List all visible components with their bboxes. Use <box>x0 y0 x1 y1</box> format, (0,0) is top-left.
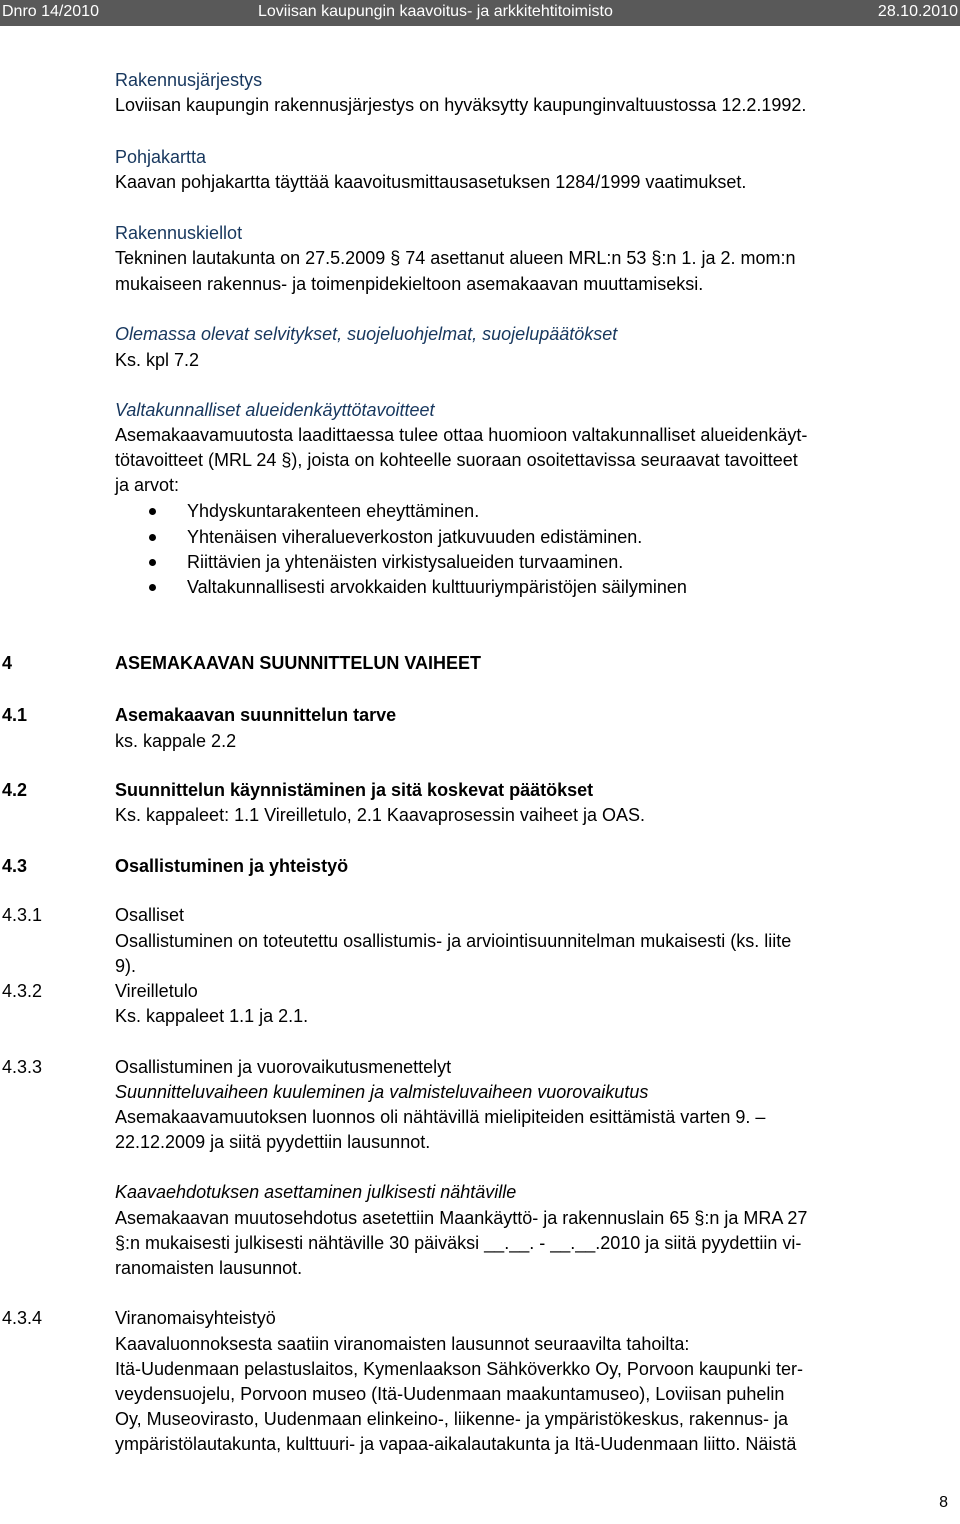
subsection-title: Viranomaisyhteistyö <box>115 1308 276 1328</box>
chapter-number: 4 <box>2 653 13 673</box>
office-name: Loviisan kaupungin kaavoitus- ja arkkitehtitoimisto <box>258 3 613 20</box>
pohjakartta-heading: Pohjakartta <box>115 147 207 167</box>
page-header <box>0 0 960 26</box>
vat-line: ja arvot: <box>115 475 180 495</box>
subsection-number: 4.3.1 <box>2 905 43 925</box>
vat-bullet-item: Yhtenäisen viheralueverkoston jatkuvuuden edistäminen. <box>187 527 643 547</box>
subsection-line: Asemakaavan muutosehdotus asetettiin Maankäyttö- ja rakennuslain 65 §:n ja MRA 27 <box>115 1208 808 1228</box>
section-number: 4.3 <box>2 856 28 876</box>
section-title: Suunnittelun käynnistäminen ja sitä koskevat päätökset <box>115 780 594 800</box>
vat-line: Asemakaavamuutosta laadittaessa tulee ottaa huomioon valtakunnalliset alueidenkäyt- <box>115 425 808 445</box>
subsection-number: 4.3.4 <box>2 1308 43 1328</box>
rakennuskiellot-line: mukaiseen rakennus- ja toimenpidekieltoon asemakaavan muuttamiseksi. <box>115 274 704 294</box>
vat-bullet-item: Yhdyskuntarakenteen eheyttäminen. <box>187 501 480 521</box>
selvitykset-text: Ks. kpl 7.2 <box>115 350 200 370</box>
subsection-line: Asemakaavamuutoksen luonnos oli nähtävillä mielipiteiden esittämistä varten 9. – <box>115 1107 766 1127</box>
subsection-line: ranomaisten lausunnot. <box>115 1258 303 1278</box>
bullet-marker <box>149 534 156 541</box>
bullet-marker <box>149 508 156 515</box>
subsection-title: Vireilletulo <box>115 981 198 1001</box>
subsection-text: Ks. kappaleet 1.1 ja 2.1. <box>115 1006 309 1026</box>
subsection-subheading: Kaavaehdotuksen asettaminen julkisesti nähtäville <box>115 1182 517 1202</box>
subsection-line: §:n mukaisesti julkisesti nähtäville 30 päiväksi __.__. - __.__.2010 ja siitä pyydettiin vi- <box>115 1233 802 1253</box>
selvitykset-heading: Olemassa olevat selvitykset, suojeluohjelmat, suojelupäätökset <box>115 324 618 344</box>
section-title: Asemakaavan suunnittelun tarve <box>115 705 397 725</box>
subsection-line: 22.12.2009 ja siitä pyydettiin lausunnot. <box>115 1132 431 1152</box>
subsection-number: 4.3.3 <box>2 1057 43 1077</box>
rakennuskiellot-line: Tekninen lautakunta on 27.5.2009 § 74 asettanut alueen MRL:n 53 §:n 1. ja 2. mom:n <box>115 248 796 268</box>
vat-heading: Valtakunnalliset alueidenkäyttötavoitteet <box>115 400 435 420</box>
subsection-line: ympäristölautakunta, kulttuuri- ja vapaa-aikalautakunta ja Itä-Uudenmaan liitto. Näistä <box>115 1434 797 1454</box>
rakennuskiellot-heading: Rakennuskiellot <box>115 223 243 243</box>
section-text: Ks. kappaleet: 1.1 Vireilletulo, 2.1 Kaavaprosessin vaiheet ja OAS. <box>115 805 645 825</box>
subsection-title: Osalliset <box>115 905 185 925</box>
vat-bullet-item: Valtakunnallisesti arvokkaiden kulttuuriympäristöjen säilyminen <box>187 577 687 597</box>
subsection-line: veydensuojelu, Porvoon museo (Itä-Uudenmaan maakuntamuseo), Loviisan puhelin <box>115 1384 785 1404</box>
subsection-line: Oy, Museovirasto, Uudenmaan elinkeino-, liikenne- ja ympäristökeskus, rakennus- ja <box>115 1409 788 1429</box>
pohjakartta-text: Kaavan pohjakartta täyttää kaavoitusmittausasetuksen 1284/1999 vaatimukset. <box>115 172 747 192</box>
subsection-line: Osallistuminen on toteutettu osallistumis- ja arviointisuunnitelman mukaisesti (ks. liite <box>115 931 792 951</box>
chapter-title: ASEMAKAAVAN SUUNNITTELUN VAIHEET <box>115 653 482 673</box>
bullet-marker <box>149 584 156 591</box>
subsection-line: Kaavaluonnoksesta saatiin viranomaisten lausunnot seuraavilta tahoilta: <box>115 1334 690 1354</box>
subsection-line: Itä-Uudenmaan pelastuslaitos, Kymenlaakson Sähköverkko Oy, Porvoon kaupunki ter- <box>115 1359 804 1379</box>
rakennusjarjestys-heading: Rakennusjärjestys <box>115 70 263 90</box>
vat-bullet-item: Riittävien ja yhtenäisten virkistysalueiden turvaaminen. <box>187 552 624 572</box>
bullet-marker <box>149 559 156 566</box>
vat-line: tötavoitteet (MRL 24 §), joista on kohteelle suoraan osoitettavissa seuraavat tavoitteet <box>115 450 798 470</box>
subsection-line: 9). <box>115 956 137 976</box>
subsection-subheading: Suunnitteluvaiheen kuuleminen ja valmisteluvaiheen vuorovaikutus <box>115 1082 649 1102</box>
subsection-title: Osallistuminen ja vuorovaikutusmenettelyt <box>115 1057 452 1077</box>
rakennusjarjestys-text: Loviisan kaupungin rakennusjärjestys on hyväksytty kaupunginvaltuustossa 12.2.1992. <box>115 95 807 115</box>
section-number: 4.1 <box>2 705 28 725</box>
document-number: Dnro 14/2010 <box>2 3 99 20</box>
subsection-number: 4.3.2 <box>2 981 43 1001</box>
document-date: 28.10.2010 <box>877 3 958 20</box>
section-title: Osallistuminen ja yhteistyö <box>115 856 349 876</box>
page-number: 8 <box>939 1494 948 1511</box>
section-number: 4.2 <box>2 780 28 800</box>
section-text: ks. kappale 2.2 <box>115 731 237 751</box>
